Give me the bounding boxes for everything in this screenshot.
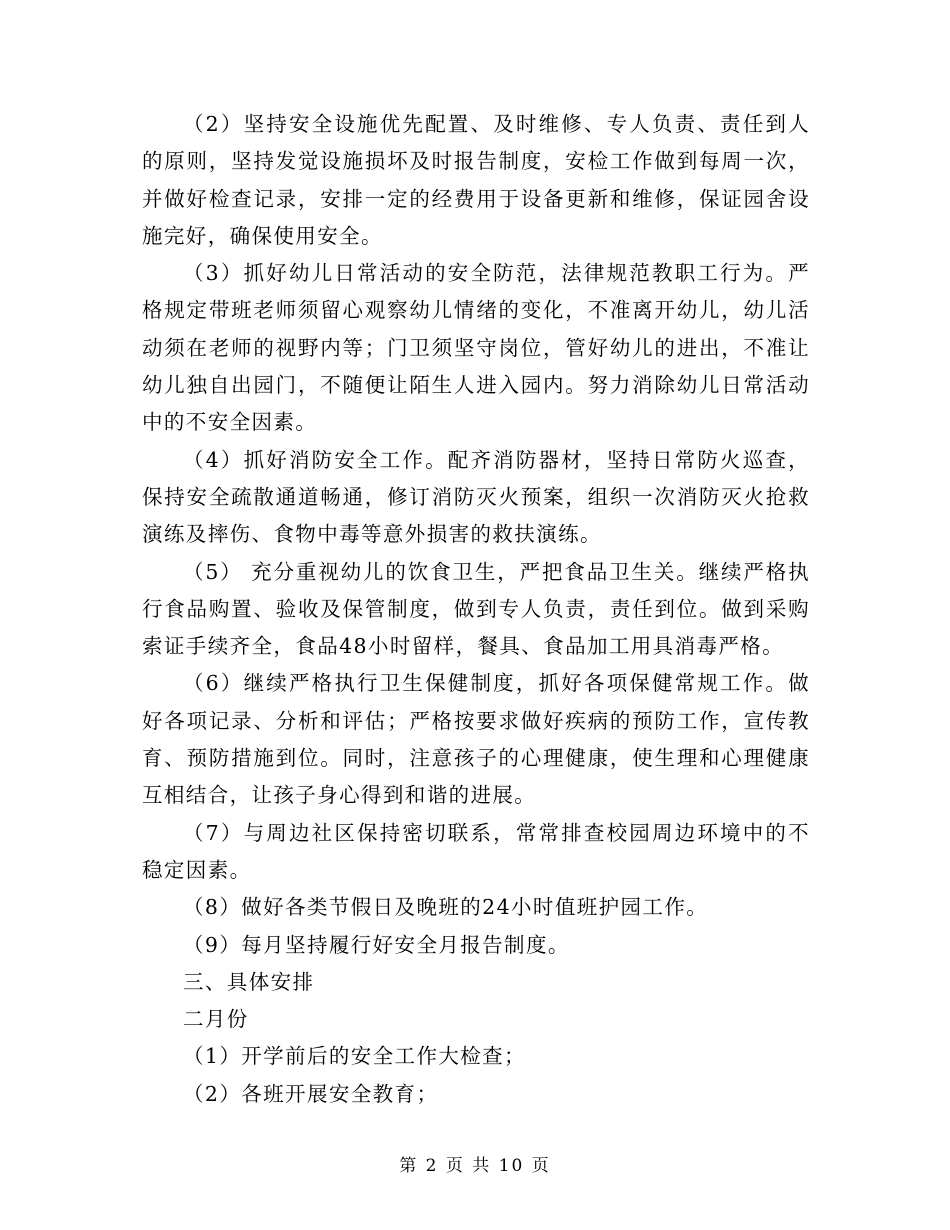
- plan-item-1: （1）开学前后的安全工作大检查；: [183, 1044, 526, 1069]
- paragraph-item-4: （4）抓好消防安全工作。配齐消防器材，坚持日常防火巡查，保持安全疏散通道畅通，修订消防灭火预案，组织一次消防灭火抢救演练及摔伤、食物中毒等意外损害的救扶演练。: [142, 447, 810, 547]
- paragraph-item-7: （7）与周边社区保持密切联系，常常排查校园周边环境中的不稳定因素。: [142, 820, 810, 882]
- page-number-footer: 第 2 页 共 10 页: [399, 1156, 551, 1176]
- paragraph-item-9: （9）每月坚持履行好安全月报告制度。: [183, 932, 570, 957]
- section-heading: 三、具体安排: [183, 969, 315, 994]
- month-heading: 二月份: [183, 1007, 249, 1032]
- paragraph-item-3: （3）抓好幼儿日常活动的安全防范，法律规范教职工行为。严格规定带班老师须留心观察幼儿情绪的变化，不准离开幼儿，幼儿活动须在老师的视野内等；门卫须坚守岗位，管好幼儿的进出，不准让幼儿独自出园门，不随便让陌生人进入园内。努力消除幼儿日常活动中的不安全因素。: [142, 261, 810, 435]
- document-body: [142, 106, 810, 1113]
- paragraph-item-8: （8）做好各类节假日及晚班的24小时值班护园工作。: [183, 895, 709, 920]
- paragraph-item-2: （2）坚持安全设施优先配置、及时维修、专人负责、责任到人的原则，坚持发觉设施损坏及时报告制度，安检工作做到每周一次，并做好检查记录，安排一定的经费用于设备更新和维修，保证园舍设施完好，确保使用安全。: [142, 112, 810, 248]
- paragraph-item-5: （5） 充分重视幼儿的饮食卫生，严把食品卫生关。继续严格执行食品购置、验收及保管制度，做到专人负责，责任到位。做到采购索证手续齐全，食品48小时留样，餐具、食品加工用具消毒严格。: [142, 559, 810, 659]
- plan-item-2: （2）各班开展安全教育；: [183, 1081, 439, 1106]
- paragraph-item-6: （6）继续严格执行卫生保健制度，抓好各项保健常规工作。做好各项记录、分析和评估；严格按要求做好疾病的预防工作，宣传教育、预防措施到位。同时，注意孩子的心理健康，使生理和心理健康互相结合，让孩子身心得到和谐的进展。: [142, 671, 810, 808]
